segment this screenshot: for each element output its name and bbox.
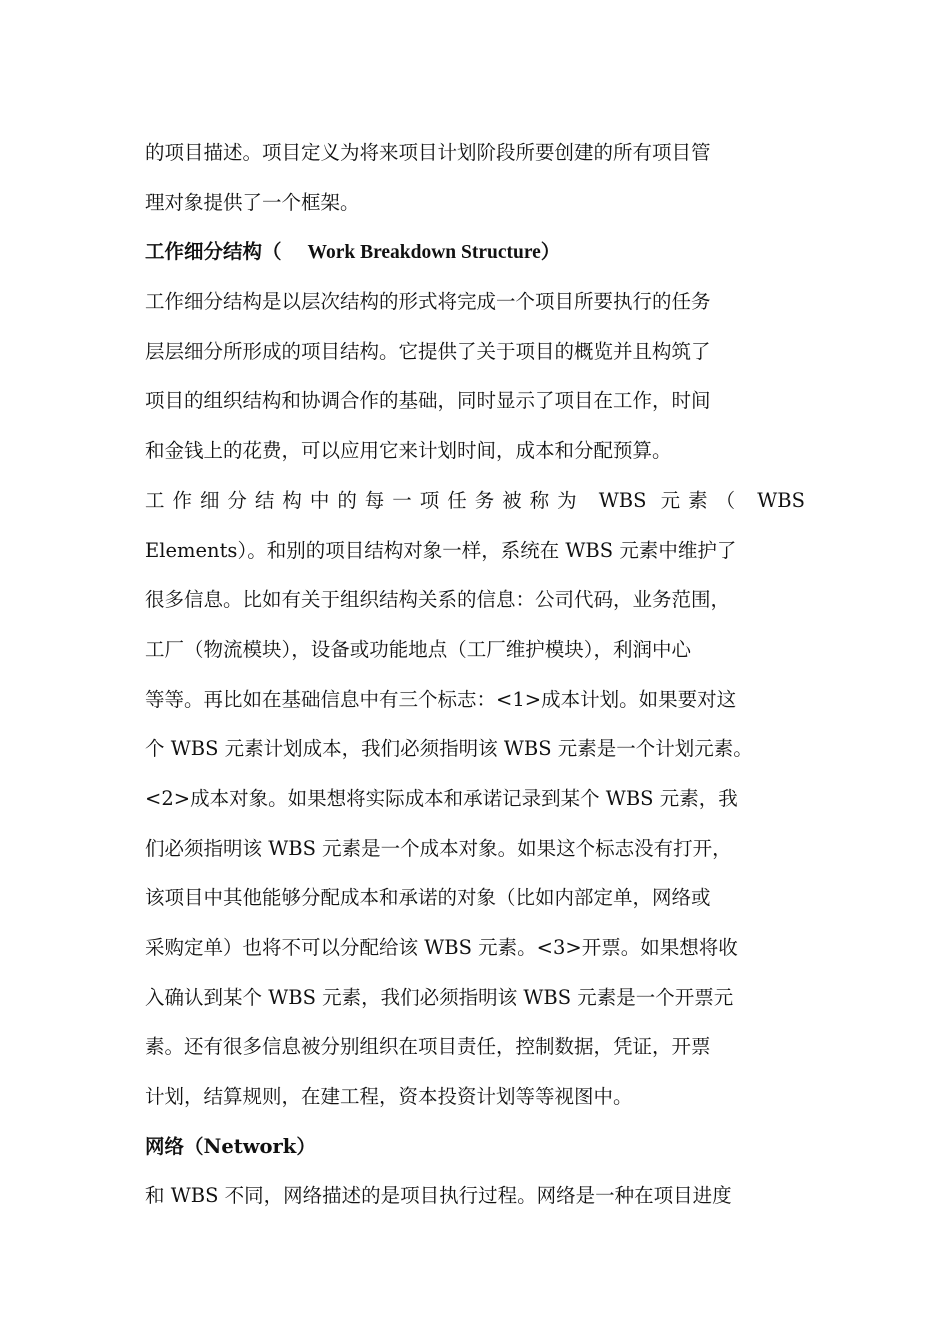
- text-line: 们必须指明该 WBS 元素是一个成本对象。如果这个标志没有打开，: [145, 836, 732, 860]
- text-line: 和金钱上的花费，可以应用它来计划时间，成本和分配预算。: [145, 439, 672, 463]
- text-line: 入确认到某个 WBS 元素，我们必须指明该 WBS 元素是一个开票元: [145, 985, 734, 1009]
- text-line: 工厂（物流模块），设备或功能地点（工厂维护模块），利润中心: [145, 637, 692, 661]
- text-line: 计划，结算规则，在建工程，资本投资计划等等视图中。: [145, 1085, 633, 1109]
- text-line: 工作细分结构中的每一项任务被称为 WBS 元素（ WBS: [145, 488, 805, 512]
- heading-cn: 工作细分结构（: [145, 240, 282, 264]
- text-line: 该项目中其他能够分配成本和承诺的对象（比如内部定单，网络或: [145, 886, 711, 910]
- heading-en: Work Breakdown Structure）: [307, 242, 561, 264]
- text-line: Elements）。和别的项目结构对象一样，系统在 WBS 元素中维护了: [145, 538, 737, 562]
- text-line: 层层细分所形成的项目结构。它提供了关于项目的概览并且构筑了: [145, 339, 711, 363]
- text-line: 工作细分结构是以层次结构的形式将完成一个项目所要执行的任务: [145, 290, 711, 314]
- text-line: 采购定单）也将不可以分配给该 WBS 元素。<3>开票。如果想将收: [145, 936, 738, 959]
- section-heading-wbs: [145, 227, 805, 277]
- text-line: 素。还有很多信息被分别组织在项目责任，控制数据，凭证，开票: [145, 1035, 711, 1059]
- section-heading-network: 网络（Network）: [145, 1134, 316, 1158]
- text-line: 很多信息。比如有关于组织结构关系的信息：公司代码，业务范围，: [145, 588, 731, 612]
- text-line: 和 WBS 不同，网络描述的是项目执行过程。网络是一种在项目进度: [145, 1184, 732, 1208]
- text-line: 理对象提供了一个框架。: [145, 190, 360, 214]
- text-line: 等等。再比如在基础信息中有三个标志：<1>成本计划。如果要对这: [145, 687, 737, 711]
- text-line: 项目的组织结构和协调合作的基础，同时显示了项目在工作，时间: [145, 389, 711, 413]
- document-body: [145, 128, 805, 1221]
- text-line: 的项目描述。项目定义为将来项目计划阶段所要创建的所有项目管: [145, 141, 711, 164]
- text-line: <2>成本对象。如果想将实际成本和承诺记录到某个 WBS 元素，我: [145, 786, 738, 810]
- text-line: 个 WBS 元素计划成本，我们必须指明该 WBS 元素是一个计划元素。: [145, 737, 753, 761]
